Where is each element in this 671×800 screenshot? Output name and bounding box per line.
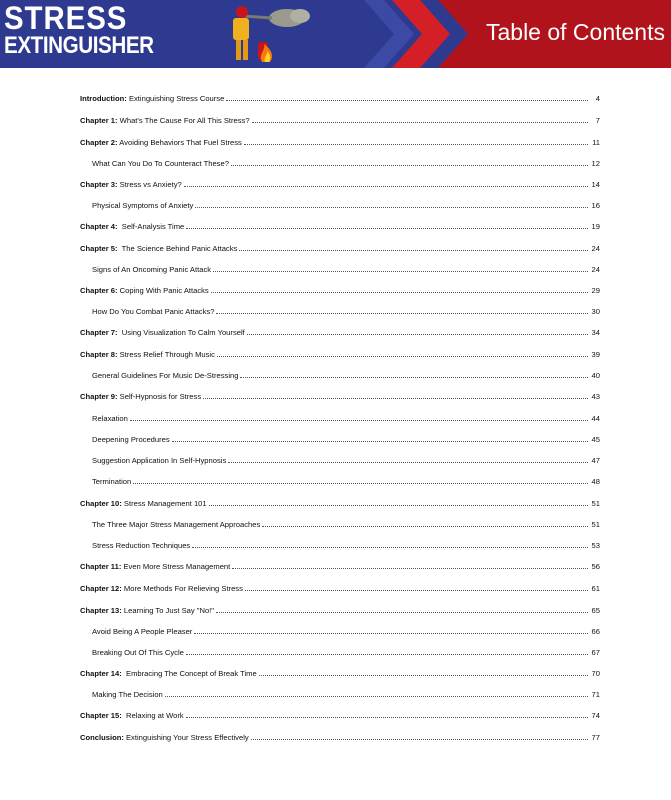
- toc-entry-title: Relaxation: [92, 414, 128, 423]
- toc-entry-prefix: Chapter 6:: [80, 286, 118, 295]
- toc-entry-title: What's The Cause For All This Stress?: [117, 116, 250, 125]
- toc-page-number: 45: [591, 435, 600, 444]
- toc-page-number: 24: [591, 244, 600, 253]
- toc-page-number: 48: [591, 477, 600, 486]
- toc-page-number: 19: [591, 222, 600, 231]
- toc-entry-label: [80, 456, 226, 465]
- toc-entry-label: [80, 477, 131, 486]
- dot-leader: [186, 716, 588, 718]
- toc-entry-title: Coping With Panic Attacks: [117, 286, 209, 295]
- dot-leader: [184, 185, 588, 187]
- toc-page-number: 56: [591, 562, 600, 571]
- toc-entry[interactable]: [80, 709, 600, 720]
- dot-leader: [130, 419, 588, 421]
- toc-page-number: 39: [591, 350, 600, 359]
- toc-entry-title: Extinguishing Stress Course: [126, 94, 225, 103]
- toc-entry[interactable]: [80, 136, 600, 147]
- toc-entry-label: [80, 138, 242, 147]
- toc-entry-label: [80, 116, 250, 125]
- toc-page-number: 4: [595, 94, 600, 103]
- toc-entry-label: [80, 222, 184, 231]
- toc-entry-title: Stress Relief Through Music: [117, 350, 215, 359]
- logo-line-2: EXTINGUISHER: [4, 32, 154, 59]
- dot-leader: [172, 440, 588, 442]
- toc-entry[interactable]: [80, 220, 600, 231]
- toc-entry-label: [80, 648, 184, 657]
- stress-extinguisher-logo: [4, 2, 178, 58]
- toc-page-number: 53: [591, 541, 600, 550]
- dot-leader: [194, 632, 588, 634]
- toc-page-number: 14: [591, 180, 600, 189]
- toc-entry-label: [80, 606, 214, 615]
- toc-entry[interactable]: [80, 114, 600, 125]
- toc-page-number: 29: [591, 286, 600, 295]
- toc-entry[interactable]: [80, 284, 600, 295]
- toc-entry-title: Suggestion Application In Self-Hypnosis: [92, 456, 227, 465]
- toc-subentry[interactable]: [80, 263, 600, 274]
- toc-entry-prefix: Chapter 14:: [80, 669, 122, 678]
- dot-leader: [239, 249, 588, 251]
- dot-leader: [244, 143, 588, 145]
- toc-page-number: 44: [591, 414, 600, 423]
- toc-page-number: 40: [591, 371, 600, 380]
- toc-subentry[interactable]: [80, 646, 600, 657]
- dot-leader: [195, 206, 588, 208]
- toc-entry-prefix: Chapter 10:: [80, 499, 122, 508]
- logo-line-1: STRESS: [4, 0, 128, 36]
- toc-page-number: 16: [591, 201, 600, 210]
- toc-entry-label: [80, 350, 215, 359]
- toc-entry-label: [80, 265, 211, 274]
- toc-entry[interactable]: [80, 390, 600, 401]
- toc-entry-prefix: Conclusion:: [80, 733, 124, 742]
- toc-page-number: 24: [591, 265, 600, 274]
- toc-entry[interactable]: [80, 582, 600, 593]
- toc-page-number: 43: [591, 392, 600, 401]
- toc-entry-label: [80, 499, 207, 508]
- toc-page-number: 70: [591, 669, 600, 678]
- dot-leader: [231, 164, 588, 166]
- toc-subentry[interactable]: [80, 475, 600, 486]
- toc-entry-title: Making The Decision: [92, 690, 163, 699]
- toc-entry-title: Self-Analysis Time: [117, 222, 185, 231]
- toc-entry-prefix: Chapter 3:: [80, 180, 118, 189]
- toc-entry-prefix: Chapter 7:: [80, 328, 118, 337]
- toc-entry[interactable]: [80, 326, 600, 337]
- toc-entry-title: Using Visualization To Calm Yourself: [117, 328, 245, 337]
- dot-leader: [203, 397, 588, 399]
- dot-leader: [165, 695, 588, 697]
- toc-entry-title: Even More Stress Management: [121, 562, 231, 571]
- toc-entry-title: Signs of An Oncoming Panic Attack: [92, 265, 212, 274]
- toc-entry-prefix: Chapter 9:: [80, 392, 118, 401]
- toc-entry-label: [80, 541, 190, 550]
- toc-entry[interactable]: [80, 560, 600, 571]
- toc-entry-label: [80, 733, 249, 742]
- dot-leader: [209, 504, 588, 506]
- toc-page-number: 71: [591, 690, 600, 699]
- toc-entry[interactable]: [80, 242, 600, 253]
- toc-subentry[interactable]: [80, 199, 600, 210]
- toc-entry-label: [80, 286, 209, 295]
- toc-entry[interactable]: [80, 178, 600, 189]
- toc-entry-title: Stress Management 101: [121, 499, 207, 508]
- toc-subentry[interactable]: [80, 625, 600, 636]
- toc-entry-title: Avoid Being A People Pleaser: [92, 627, 193, 636]
- toc-entry-prefix: Chapter 13:: [80, 606, 122, 615]
- toc-entry-title: Stress Reduction Techniques: [92, 541, 191, 550]
- toc-entry-title: Embracing The Concept of Break Time: [121, 669, 257, 678]
- toc-page-number: 34: [591, 328, 600, 337]
- toc-entry-label: [80, 328, 245, 337]
- toc-page-number: 74: [591, 711, 600, 720]
- dot-leader: [245, 589, 588, 591]
- toc-entry-label: [80, 414, 128, 423]
- dot-leader: [216, 611, 588, 613]
- toc-entry-label: [80, 520, 260, 529]
- toc-page-number: 51: [591, 499, 600, 508]
- toc-page-number: 12: [591, 159, 600, 168]
- toc-subentry[interactable]: [80, 688, 600, 699]
- toc-subentry[interactable]: [80, 412, 600, 423]
- toc-subentry[interactable]: [80, 454, 600, 465]
- toc-page-number: 11: [592, 138, 600, 147]
- toc-entry-label: [80, 159, 229, 168]
- toc-page-number: 67: [591, 648, 600, 657]
- dot-leader: [247, 333, 588, 335]
- toc-entry-prefix: Chapter 8:: [80, 350, 118, 359]
- dot-leader: [211, 291, 588, 293]
- dot-leader: [251, 738, 588, 740]
- toc-page-number: 61: [591, 584, 600, 593]
- toc-entry-title: Extinguishing Your Stress Effectively: [123, 733, 249, 742]
- toc-subentry[interactable]: [80, 518, 600, 529]
- toc-page-number: 51: [591, 520, 600, 529]
- dot-leader: [186, 653, 588, 655]
- toc-entry[interactable]: [80, 348, 600, 359]
- toc-entry-title: More Methods For Relieving Stress: [121, 584, 243, 593]
- toc-entry[interactable]: [80, 497, 600, 508]
- toc-entry-prefix: Chapter 11:: [80, 562, 122, 571]
- toc-entry-title: What Can You Do To Counteract These?: [92, 159, 229, 168]
- toc-page-number: 77: [591, 733, 600, 742]
- toc-entry-label: [80, 562, 230, 571]
- toc-entry-title: Learning To Just Say "No!": [121, 606, 214, 615]
- header-banner: [0, 0, 671, 68]
- toc-entry-label: [80, 690, 163, 699]
- dot-leader: [186, 227, 588, 229]
- toc-entry-title: General Guidelines For Music De-Stressing: [92, 371, 239, 380]
- dot-leader: [228, 461, 588, 463]
- toc-entry-title: Breaking Out Of This Cycle: [92, 648, 184, 657]
- toc-entry-title: Avoiding Behaviors That Fuel Stress: [117, 138, 242, 147]
- toc-entry[interactable]: [80, 667, 600, 678]
- toc-page-number: 30: [591, 307, 600, 316]
- toc-entry-prefix: Chapter 12:: [80, 584, 122, 593]
- toc-entry-title: Stress vs Anxiety?: [117, 180, 182, 189]
- dot-leader: [232, 567, 588, 569]
- toc-entry-prefix: Chapter 1:: [80, 116, 118, 125]
- dot-leader: [217, 355, 588, 357]
- toc-page-number: 65: [591, 606, 600, 615]
- dot-leader: [192, 546, 588, 548]
- toc-entry-title: The Three Major Stress Management Approaches: [92, 520, 261, 529]
- toc-subentry[interactable]: [80, 305, 600, 316]
- dot-leader: [226, 99, 588, 101]
- toc-entry-label: [80, 94, 224, 103]
- toc-entry[interactable]: [80, 92, 600, 103]
- toc-entry-title: Self-Hypnosis for Stress: [117, 392, 202, 401]
- page-title: Table of Contents: [485, 19, 665, 45]
- toc-entry-title: Termination: [92, 477, 132, 486]
- toc-entry-prefix: Introduction:: [80, 94, 127, 103]
- table-of-contents: [80, 92, 600, 742]
- toc-entry-label: [80, 392, 201, 401]
- toc-entry-title: Relaxing at Work: [121, 711, 184, 720]
- toc-entry-prefix: Chapter 4:: [80, 222, 118, 231]
- dot-leader: [240, 376, 588, 378]
- toc-entry-label: [80, 711, 184, 720]
- toc-subentry[interactable]: [80, 539, 600, 550]
- dot-leader: [133, 482, 588, 484]
- toc-entry-label: [80, 371, 238, 380]
- toc-entry-title: How Do You Combat Panic Attacks?: [92, 307, 215, 316]
- toc-page-number: 7: [595, 116, 600, 125]
- toc-entry-title: Physical Symptoms of Anxiety: [92, 201, 194, 210]
- toc-entry-prefix: Chapter 5:: [80, 244, 118, 253]
- toc-entry[interactable]: [80, 731, 600, 742]
- toc-entry-title: Deepening Procedures: [92, 435, 170, 444]
- toc-entry-label: [80, 627, 192, 636]
- toc-entry-label: [80, 307, 214, 316]
- toc-entry-label: [80, 435, 170, 444]
- toc-subentry[interactable]: [80, 433, 600, 444]
- toc-subentry[interactable]: [80, 157, 600, 168]
- toc-entry-label: [80, 584, 243, 593]
- dot-leader: [259, 674, 588, 676]
- toc-entry-label: [80, 201, 193, 210]
- dot-leader: [252, 121, 588, 123]
- dot-leader: [262, 525, 588, 527]
- toc-entry-label: [80, 244, 237, 253]
- toc-subentry[interactable]: [80, 369, 600, 380]
- toc-entry-title: The Science Behind Panic Attacks: [117, 244, 238, 253]
- toc-entry[interactable]: [80, 604, 600, 615]
- toc-page-number: 66: [591, 627, 600, 636]
- dot-leader: [213, 270, 588, 272]
- toc-entry-prefix: Chapter 15:: [80, 711, 122, 720]
- toc-entry-label: [80, 180, 182, 189]
- toc-page-number: 47: [591, 456, 600, 465]
- toc-entry-prefix: Chapter 2:: [80, 138, 118, 147]
- toc-entry-label: [80, 669, 257, 678]
- dot-leader: [216, 312, 588, 314]
